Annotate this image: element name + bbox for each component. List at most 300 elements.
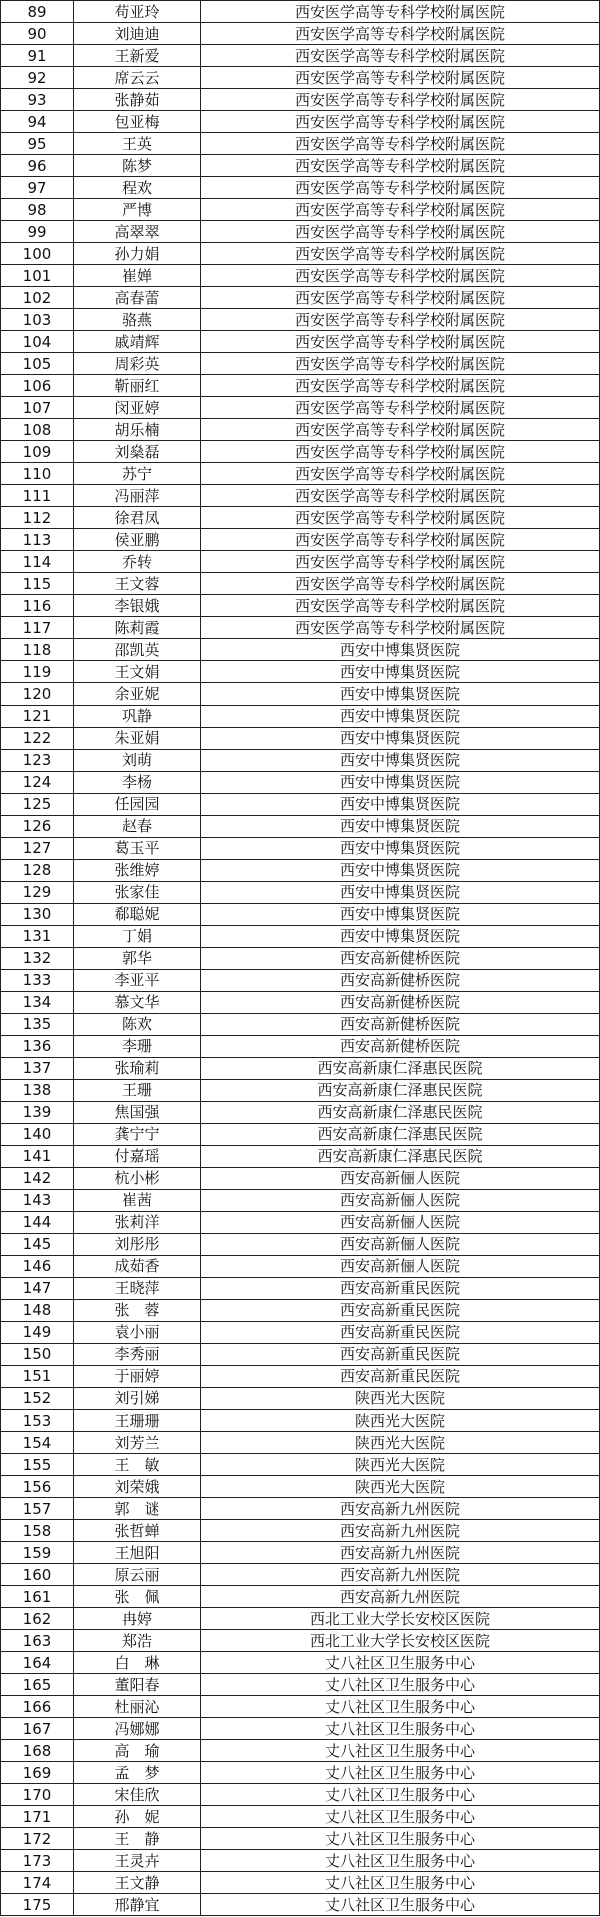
table-row <box>1 221 600 243</box>
person-name: 成茹香 <box>74 1255 201 1277</box>
table-row <box>1 1586 600 1608</box>
row-number: 145 <box>1 1233 74 1255</box>
organization-name: 西安医学高等专科学校附属医院 <box>201 67 600 89</box>
table-row <box>1 1542 600 1564</box>
row-number: 129 <box>1 881 74 903</box>
row-number: 163 <box>1 1630 74 1652</box>
person-name: 戚靖辉 <box>74 331 201 353</box>
organization-name: 西安高新重民医院 <box>201 1321 600 1343</box>
table-row <box>1 1696 600 1718</box>
person-name: 苟亚玲 <box>74 1 201 23</box>
organization-name: 西安中博集贤医院 <box>201 903 600 925</box>
organization-name: 西安中博集贤医院 <box>201 727 600 749</box>
organization-name: 丈八社区卫生服务中心 <box>201 1784 600 1806</box>
person-name: 宋佳欣 <box>74 1784 201 1806</box>
row-number: 171 <box>1 1806 74 1828</box>
row-number: 101 <box>1 265 74 287</box>
table-row <box>1 199 600 221</box>
organization-name: 西安医学高等专科学校附属医院 <box>201 89 600 111</box>
row-number: 175 <box>1 1894 74 1916</box>
row-number: 169 <box>1 1762 74 1784</box>
table-row <box>1 1211 600 1233</box>
row-number: 98 <box>1 199 74 221</box>
row-number: 146 <box>1 1255 74 1277</box>
table-row <box>1 1189 600 1211</box>
row-number: 117 <box>1 617 74 639</box>
row-number: 152 <box>1 1387 74 1409</box>
organization-name: 丈八社区卫生服务中心 <box>201 1894 600 1916</box>
organization-name: 西安中博集贤医院 <box>201 859 600 881</box>
row-number: 133 <box>1 969 74 991</box>
table-row <box>1 661 600 683</box>
table-row <box>1 529 600 551</box>
row-number: 127 <box>1 837 74 859</box>
row-number: 103 <box>1 309 74 331</box>
table-row <box>1 1850 600 1872</box>
organization-name: 丈八社区卫生服务中心 <box>201 1762 600 1784</box>
person-name: 高翠翠 <box>74 221 201 243</box>
table-row <box>1 1740 600 1762</box>
organization-name: 西安高新俪人医院 <box>201 1167 600 1189</box>
organization-name: 丈八社区卫生服务中心 <box>201 1696 600 1718</box>
table-row <box>1 1454 600 1476</box>
person-name: 陈欢 <box>74 1013 201 1035</box>
organization-name: 丈八社区卫生服务中心 <box>201 1806 600 1828</box>
organization-name: 西安高新重民医院 <box>201 1299 600 1321</box>
organization-name: 西安高新康仁泽惠民医院 <box>201 1123 600 1145</box>
table-row <box>1 639 600 661</box>
person-name: 王英 <box>74 133 201 155</box>
row-number: 150 <box>1 1343 74 1365</box>
person-name: 刘彤彤 <box>74 1233 201 1255</box>
organization-name: 西安高新健桥医院 <box>201 947 600 969</box>
person-name: 陈莉霞 <box>74 617 201 639</box>
table-row <box>1 23 600 45</box>
organization-name: 西安医学高等专科学校附属医院 <box>201 1 600 23</box>
table-row <box>1 155 600 177</box>
person-name: 胡乐楠 <box>74 419 201 441</box>
table-row <box>1 1123 600 1145</box>
person-name: 杜丽沁 <box>74 1696 201 1718</box>
organization-name: 西安高新九州医院 <box>201 1586 600 1608</box>
row-number: 118 <box>1 639 74 661</box>
row-number: 96 <box>1 155 74 177</box>
table-row <box>1 925 600 947</box>
person-name: 丁娟 <box>74 925 201 947</box>
table-row <box>1 1387 600 1409</box>
person-name: 张 佩 <box>74 1586 201 1608</box>
table-row <box>1 1321 600 1343</box>
row-number: 107 <box>1 397 74 419</box>
organization-name: 陕西光大医院 <box>201 1410 600 1432</box>
table-row <box>1 1233 600 1255</box>
table-row <box>1 507 600 529</box>
organization-name: 西安高新九州医院 <box>201 1498 600 1520</box>
person-name: 乔转 <box>74 551 201 573</box>
organization-name: 西安医学高等专科学校附属医院 <box>201 111 600 133</box>
row-number: 109 <box>1 441 74 463</box>
row-number: 156 <box>1 1476 74 1498</box>
person-name: 余亚妮 <box>74 683 201 705</box>
person-name: 骆燕 <box>74 309 201 331</box>
person-name: 郑浩 <box>74 1630 201 1652</box>
organization-name: 西安医学高等专科学校附属医院 <box>201 463 600 485</box>
row-number: 136 <box>1 1035 74 1057</box>
row-number: 132 <box>1 947 74 969</box>
organization-name: 西安中博集贤医院 <box>201 925 600 947</box>
table-row <box>1 617 600 639</box>
organization-name: 西安中博集贤医院 <box>201 837 600 859</box>
row-number: 161 <box>1 1586 74 1608</box>
table-row <box>1 1762 600 1784</box>
person-name: 王旭阳 <box>74 1542 201 1564</box>
person-name: 王 静 <box>74 1828 201 1850</box>
row-number: 170 <box>1 1784 74 1806</box>
table-row <box>1 1365 600 1387</box>
person-name: 包亚梅 <box>74 111 201 133</box>
table-row <box>1 1079 600 1101</box>
table-row <box>1 397 600 419</box>
table-row <box>1 287 600 309</box>
row-number: 149 <box>1 1321 74 1343</box>
row-number: 131 <box>1 925 74 947</box>
table-row <box>1 947 600 969</box>
row-number: 95 <box>1 133 74 155</box>
organization-name: 西安医学高等专科学校附属医院 <box>201 573 600 595</box>
row-number: 157 <box>1 1498 74 1520</box>
person-name: 刘芳兰 <box>74 1432 201 1454</box>
table-row <box>1 771 600 793</box>
row-number: 154 <box>1 1432 74 1454</box>
organization-name: 西安医学高等专科学校附属医院 <box>201 485 600 507</box>
person-name: 巩静 <box>74 705 201 727</box>
organization-name: 西安高新俪人医院 <box>201 1255 600 1277</box>
table-row <box>1 89 600 111</box>
table-row <box>1 1828 600 1850</box>
organization-name: 西北工业大学长安校区医院 <box>201 1608 600 1630</box>
table-row <box>1 1145 600 1167</box>
row-number: 112 <box>1 507 74 529</box>
person-name: 王文静 <box>74 1872 201 1894</box>
organization-name: 西安高新九州医院 <box>201 1520 600 1542</box>
table-row <box>1 1057 600 1079</box>
table-row <box>1 837 600 859</box>
organization-name: 西安医学高等专科学校附属医院 <box>201 441 600 463</box>
table-row <box>1 1894 600 1916</box>
row-number: 139 <box>1 1101 74 1123</box>
table-row <box>1 353 600 375</box>
person-name: 冯丽萍 <box>74 485 201 507</box>
table-row <box>1 1520 600 1542</box>
row-number: 121 <box>1 705 74 727</box>
table-row <box>1 1255 600 1277</box>
person-name: 李杨 <box>74 771 201 793</box>
row-number: 93 <box>1 89 74 111</box>
person-name: 龚宁宁 <box>74 1123 201 1145</box>
row-number: 119 <box>1 661 74 683</box>
person-name: 任园园 <box>74 793 201 815</box>
row-number: 162 <box>1 1608 74 1630</box>
organization-name: 丈八社区卫生服务中心 <box>201 1850 600 1872</box>
person-name: 靳丽红 <box>74 375 201 397</box>
table-row <box>1 133 600 155</box>
organization-name: 丈八社区卫生服务中心 <box>201 1674 600 1696</box>
organization-name: 西安医学高等专科学校附属医院 <box>201 507 600 529</box>
person-name: 孙力娟 <box>74 243 201 265</box>
row-number: 92 <box>1 67 74 89</box>
table-row <box>1 1476 600 1498</box>
table-row <box>1 331 600 353</box>
row-number: 151 <box>1 1365 74 1387</box>
organization-name: 西安医学高等专科学校附属医院 <box>201 309 600 331</box>
table-row <box>1 1806 600 1828</box>
row-number: 160 <box>1 1564 74 1586</box>
table-row <box>1 705 600 727</box>
person-name: 张莉洋 <box>74 1211 201 1233</box>
person-name: 邢静宜 <box>74 1894 201 1916</box>
row-number: 124 <box>1 771 74 793</box>
table-row <box>1 1630 600 1652</box>
row-number: 147 <box>1 1277 74 1299</box>
organization-name: 西安中博集贤医院 <box>201 881 600 903</box>
table-row <box>1 969 600 991</box>
row-number: 142 <box>1 1167 74 1189</box>
person-name: 葛玉平 <box>74 837 201 859</box>
person-name: 程欢 <box>74 177 201 199</box>
organization-name: 西北工业大学长安校区医院 <box>201 1630 600 1652</box>
organization-name: 陕西光大医院 <box>201 1454 600 1476</box>
organization-name: 丈八社区卫生服务中心 <box>201 1718 600 1740</box>
organization-name: 西安医学高等专科学校附属医院 <box>201 287 600 309</box>
organization-name: 西安高新健桥医院 <box>201 991 600 1013</box>
table-row <box>1 1674 600 1696</box>
organization-name: 西安医学高等专科学校附属医院 <box>201 419 600 441</box>
person-name: 刘引娣 <box>74 1387 201 1409</box>
organization-name: 西安医学高等专科学校附属医院 <box>201 45 600 67</box>
table-row <box>1 749 600 771</box>
row-number: 89 <box>1 1 74 23</box>
organization-name: 西安中博集贤医院 <box>201 683 600 705</box>
person-name: 邵凯英 <box>74 639 201 661</box>
row-number: 144 <box>1 1211 74 1233</box>
table-row <box>1 485 600 507</box>
person-name: 李银娥 <box>74 595 201 617</box>
organization-name: 西安医学高等专科学校附属医院 <box>201 529 600 551</box>
organization-name: 西安医学高等专科学校附属医院 <box>201 23 600 45</box>
table-row <box>1 309 600 331</box>
row-number: 168 <box>1 1740 74 1762</box>
person-name: 严博 <box>74 199 201 221</box>
person-name: 于丽婷 <box>74 1365 201 1387</box>
row-number: 135 <box>1 1013 74 1035</box>
organization-name: 西安医学高等专科学校附属医院 <box>201 199 600 221</box>
organization-name: 西安医学高等专科学校附属医院 <box>201 375 600 397</box>
organization-name: 西安高新重民医院 <box>201 1277 600 1299</box>
row-number: 120 <box>1 683 74 705</box>
table-row <box>1 1718 600 1740</box>
person-name: 王文蓉 <box>74 573 201 595</box>
person-name: 冯娜娜 <box>74 1718 201 1740</box>
person-name: 袁小丽 <box>74 1321 201 1343</box>
table-row <box>1 1784 600 1806</box>
organization-name: 西安中博集贤医院 <box>201 771 600 793</box>
row-number: 104 <box>1 331 74 353</box>
person-name: 孙 妮 <box>74 1806 201 1828</box>
row-number: 134 <box>1 991 74 1013</box>
person-name: 张维婷 <box>74 859 201 881</box>
person-name: 张静茹 <box>74 89 201 111</box>
person-name: 李秀丽 <box>74 1343 201 1365</box>
organization-name: 陕西光大医院 <box>201 1476 600 1498</box>
organization-name: 西安医学高等专科学校附属医院 <box>201 617 600 639</box>
organization-name: 西安中博集贤医院 <box>201 793 600 815</box>
table-row <box>1 441 600 463</box>
row-number: 102 <box>1 287 74 309</box>
table-row <box>1 1 600 23</box>
person-name: 崔婵 <box>74 265 201 287</box>
table-row <box>1 1432 600 1454</box>
organization-name: 西安高新康仁泽惠民医院 <box>201 1145 600 1167</box>
row-number: 159 <box>1 1542 74 1564</box>
table-row <box>1 881 600 903</box>
table-row <box>1 1101 600 1123</box>
person-name: 周彩英 <box>74 353 201 375</box>
row-number: 148 <box>1 1299 74 1321</box>
row-number: 158 <box>1 1520 74 1542</box>
table-row <box>1 177 600 199</box>
organization-name: 丈八社区卫生服务中心 <box>201 1828 600 1850</box>
table-row <box>1 903 600 925</box>
person-name: 高春蕾 <box>74 287 201 309</box>
person-name: 王珊 <box>74 1079 201 1101</box>
organization-name: 丈八社区卫生服务中心 <box>201 1872 600 1894</box>
row-number: 141 <box>1 1145 74 1167</box>
person-name: 郭华 <box>74 947 201 969</box>
person-name: 刘燊磊 <box>74 441 201 463</box>
organization-name: 西安高新重民医院 <box>201 1343 600 1365</box>
row-number: 122 <box>1 727 74 749</box>
table-row <box>1 45 600 67</box>
organization-name: 西安医学高等专科学校附属医院 <box>201 397 600 419</box>
table-row <box>1 1608 600 1630</box>
person-name: 李亚平 <box>74 969 201 991</box>
table-row <box>1 1498 600 1520</box>
person-name: 张 蓉 <box>74 1299 201 1321</box>
organization-name: 丈八社区卫生服务中心 <box>201 1740 600 1762</box>
roster-body <box>1 1 600 1916</box>
person-name: 高 瑜 <box>74 1740 201 1762</box>
person-name: 刘荣娥 <box>74 1476 201 1498</box>
organization-name: 西安高新俪人医院 <box>201 1189 600 1211</box>
person-name: 刘萌 <box>74 749 201 771</box>
organization-name: 西安高新重民医院 <box>201 1365 600 1387</box>
row-number: 172 <box>1 1828 74 1850</box>
table-row <box>1 595 600 617</box>
table-row <box>1 243 600 265</box>
row-number: 115 <box>1 573 74 595</box>
person-name: 徐君凤 <box>74 507 201 529</box>
row-number: 114 <box>1 551 74 573</box>
person-name: 陈梦 <box>74 155 201 177</box>
person-name: 王晓萍 <box>74 1277 201 1299</box>
organization-name: 西安医学高等专科学校附属医院 <box>201 353 600 375</box>
organization-name: 西安医学高等专科学校附属医院 <box>201 265 600 287</box>
organization-name: 西安中博集贤医院 <box>201 815 600 837</box>
person-name: 郗聪妮 <box>74 903 201 925</box>
table-row <box>1 859 600 881</box>
table-row <box>1 1299 600 1321</box>
person-name: 李珊 <box>74 1035 201 1057</box>
person-name: 张家佳 <box>74 881 201 903</box>
row-number: 165 <box>1 1674 74 1696</box>
organization-name: 西安医学高等专科学校附属医院 <box>201 243 600 265</box>
person-name: 朱亚娟 <box>74 727 201 749</box>
person-name: 王 敏 <box>74 1454 201 1476</box>
row-number: 100 <box>1 243 74 265</box>
row-number: 113 <box>1 529 74 551</box>
table-row <box>1 67 600 89</box>
organization-name: 西安高新九州医院 <box>201 1542 600 1564</box>
person-name: 张哲蝉 <box>74 1520 201 1542</box>
person-name: 闵亚婷 <box>74 397 201 419</box>
table-row <box>1 1167 600 1189</box>
row-number: 138 <box>1 1079 74 1101</box>
row-number: 106 <box>1 375 74 397</box>
person-name: 冉婷 <box>74 1608 201 1630</box>
person-name: 赵春 <box>74 815 201 837</box>
organization-name: 西安高新康仁泽惠民医院 <box>201 1079 600 1101</box>
person-name: 刘迪迪 <box>74 23 201 45</box>
person-name: 焦国强 <box>74 1101 201 1123</box>
row-number: 164 <box>1 1652 74 1674</box>
table-row <box>1 1277 600 1299</box>
person-name: 董阳春 <box>74 1674 201 1696</box>
row-number: 97 <box>1 177 74 199</box>
person-name: 张瑜莉 <box>74 1057 201 1079</box>
person-name: 白 琳 <box>74 1652 201 1674</box>
organization-name: 西安中博集贤医院 <box>201 639 600 661</box>
row-number: 94 <box>1 111 74 133</box>
row-number: 90 <box>1 23 74 45</box>
row-number: 91 <box>1 45 74 67</box>
row-number: 99 <box>1 221 74 243</box>
table-row <box>1 419 600 441</box>
organization-name: 西安中博集贤医院 <box>201 705 600 727</box>
row-number: 140 <box>1 1123 74 1145</box>
table-row <box>1 573 600 595</box>
organization-name: 西安医学高等专科学校附属医院 <box>201 221 600 243</box>
table-row <box>1 265 600 287</box>
organization-name: 西安医学高等专科学校附属医院 <box>201 177 600 199</box>
row-number: 126 <box>1 815 74 837</box>
row-number: 137 <box>1 1057 74 1079</box>
organization-name: 西安高新康仁泽惠民医院 <box>201 1101 600 1123</box>
table-row <box>1 375 600 397</box>
row-number: 111 <box>1 485 74 507</box>
row-number: 128 <box>1 859 74 881</box>
table-row <box>1 463 600 485</box>
organization-name: 陕西光大医院 <box>201 1387 600 1409</box>
organization-name: 西安高新九州医院 <box>201 1564 600 1586</box>
organization-name: 西安高新健桥医院 <box>201 969 600 991</box>
row-number: 108 <box>1 419 74 441</box>
person-name: 苏宁 <box>74 463 201 485</box>
row-number: 166 <box>1 1696 74 1718</box>
person-name: 侯亚鹏 <box>74 529 201 551</box>
table-row <box>1 991 600 1013</box>
person-name: 崔茜 <box>74 1189 201 1211</box>
person-name: 郭 谜 <box>74 1498 201 1520</box>
